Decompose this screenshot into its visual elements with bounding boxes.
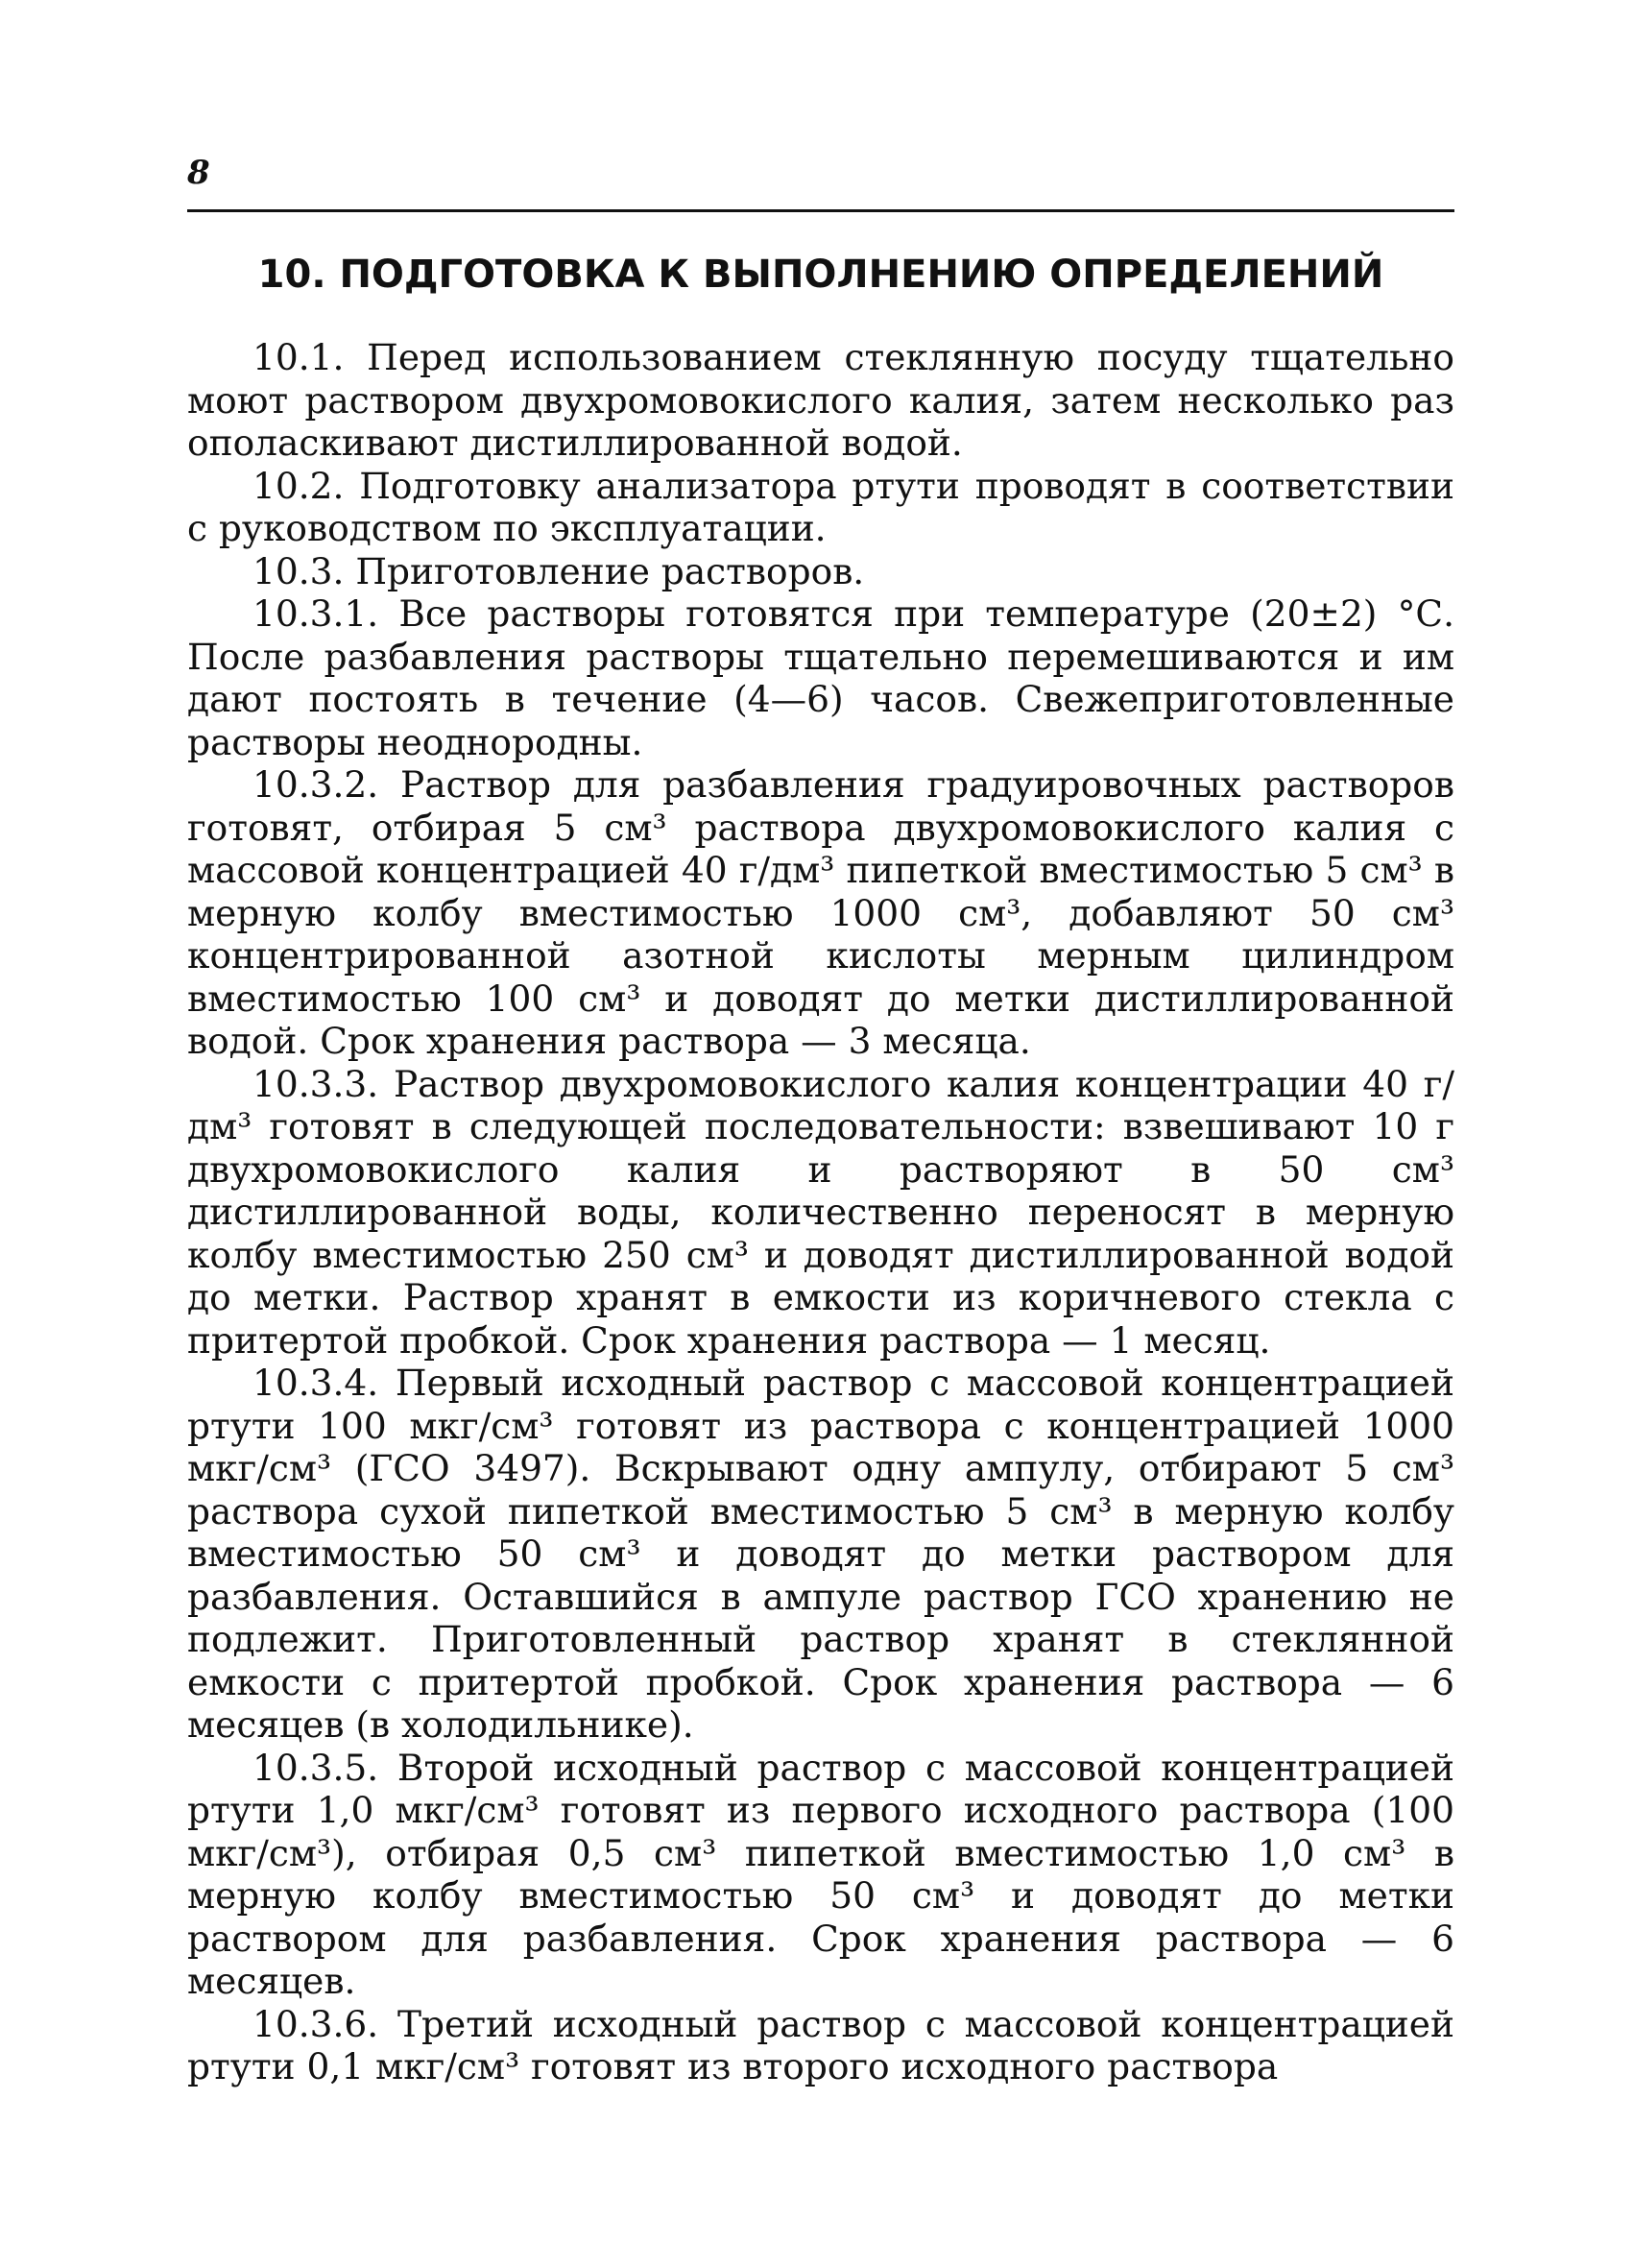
- paragraph-10-3-1: 10.3.1. Все растворы готовятся при температуре (20±2) °С. После разбавления растворы тщательно перемешиваются и им дают постоять в течение (4—6) часов. Свежеприготовленные растворы неоднородны.: [187, 592, 1454, 763]
- paragraph-10-3-6: 10.3.6. Третий исходный раствор с массовой концентрацией ртути 0,1 мкг/см³ готовят из второго исходного раствора: [187, 2002, 1454, 2087]
- paragraph-10-2: 10.2. Подготовку анализатора ртути проводят в соответствии с руководством по эксплуатации.: [187, 464, 1454, 549]
- paragraph-10-3-4: 10.3.4. Первый исходный раствор с массовой концентрацией ртути 100 мкг/см³ готовят из раствора с концентрацией 1000 мкг/см³ (ГСО 3497). Вскрывают одну ампулу, отбирают 5 см³ раствора сухой пипеткой вместимостью 5 см³ в мерную колбу вместимостью 50 см³ и доводят до метки раствором для разбавления. Оставшийся в ампуле раствор ГСО хранению не подлежит. Приготовленный раствор хранят в стеклянной емкости с притертой пробкой. Срок хранения раствора — 6 месяцев (в холодильнике).: [187, 1362, 1454, 1746]
- paragraph-10-3: 10.3. Приготовление растворов.: [252, 549, 865, 592]
- page-number: 8: [187, 154, 210, 192]
- paragraph-10-3-2: 10.3.2. Раствор для разбавления градуировочных растворов готовят, отбирая 5 см³ раствора двухромовокислого калия с массовой концентрацией 40 г/дм³ пипеткой вместимостью 5 см³ в мерную колбу вместимостью 1000 см³, добавляют 50 см³ концентрированной азотной кислоты мерным цилиндром вместимостью 100 см³ и доводят до метки дистиллированной водой. Срок хранения раствора — 3 месяца.: [187, 763, 1454, 1062]
- section-title: 10. ПОДГОТОВКА К ВЫПОЛНЕНИЮ ОПРЕДЕЛЕНИЙ: [257, 253, 1384, 297]
- paragraph-10-3-5: 10.3.5. Второй исходный раствор с массовой концентрацией ртути 1,0 мкг/см³ готовят из первого исходного раствора (100 мкг/см³), отбирая 0,5 см³ пипеткой вместимостью 1,0 см³ в мерную колбу вместимостью 50 см³ и доводят до метки раствором для разбавления. Срок хранения раствора — 6 месяцев.: [187, 1746, 1454, 2002]
- header-rule: [187, 209, 1454, 212]
- paragraph-10-3-3: 10.3.3. Раствор двухромовокислого калия концентрации 40 г/дм³ готовят в следующей последовательности: взвешивают 10 г двухромовокислого калия и растворяют в 50 см³ дистиллированной воды, количественно переносят в мерную колбу вместимостью 250 см³ и доводят дистиллированной водой до метки. Раствор хранят в емкости из коричневого стекла с притертой пробкой. Срок хранения раствора — 1 месяц.: [187, 1062, 1454, 1362]
- body-text: [187, 336, 1454, 2088]
- paragraph-10-1: 10.1. Перед использованием стеклянную посуду тщательно моют раствором двухромовокислого калия, затем несколько раз ополаскивают дистиллированной водой.: [187, 336, 1454, 464]
